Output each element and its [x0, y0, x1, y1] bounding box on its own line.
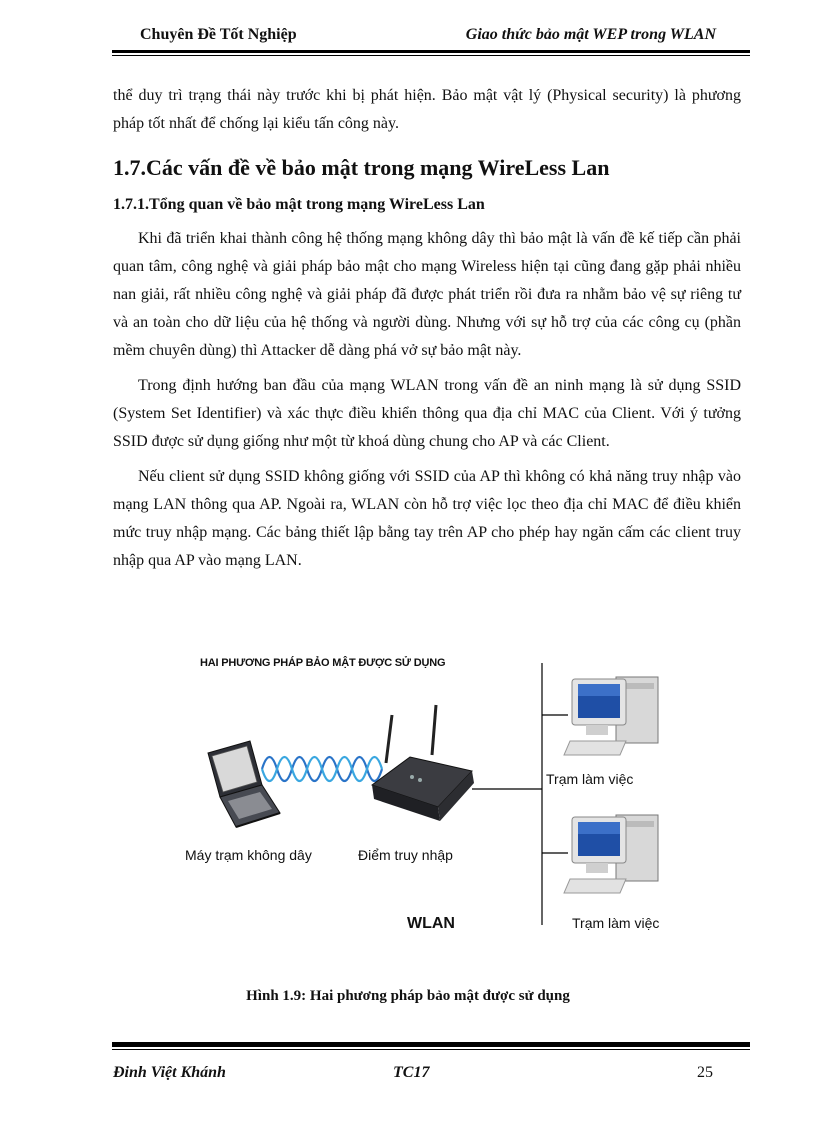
figure-caption: Hình 1.9: Hai phương pháp bảo mật được sử dụng [246, 988, 570, 1004]
footer-rule-thin [112, 1049, 750, 1050]
lan-backbone [472, 663, 568, 925]
paragraph-2: Trong định hướng ban đầu của mạng WLAN trong vấn đề an ninh mạng là sử dụng SSID (System Set Identifier) và xác thực điều khiển thông qua địa chỉ MAC của Client. Với ý tưởng SSID được sử dụng giống như một từ khoá dùng chung cho AP và các Client. [113, 377, 741, 450]
intro-paragraph: thể duy trì trạng thái này trước khi bị phát hiện. Bảo mật vật lý (Physical security) là phương pháp tốt nhất để chống lại kiểu tấn công này. [113, 87, 741, 132]
header-right-title: Giao thức bảo mật WEP trong WLAN [465, 26, 716, 43]
footer-rule [112, 1042, 750, 1047]
footer-author: Đinh Việt Khánh [113, 1064, 226, 1081]
document-body [113, 82, 741, 575]
header-rule [112, 50, 750, 56]
network-figure [150, 645, 690, 945]
page-header [112, 22, 750, 52]
figure-title: HAI PHƯƠNG PHÁP BẢO MẬT ĐƯỢC SỬ DỤNG [200, 657, 446, 669]
paragraph-3: Nếu client sử dụng SSID không giống với SSID của AP thì không có khả năng truy nhập vào mạng LAN thông qua AP. Ngoài ra, WLAN còn hỗ trợ việc lọc theo địa chỉ MAC để điều khiển mức truy nhập mạng. Các bảng thiết lập bằng tay trên AP cho phép hay ngăn cấm các client truy nhập qua AP vào mạng LAN. [113, 468, 741, 569]
paragraph-1: Khi đã triển khai thành công hệ thống mạng không dây thì bảo mật là vấn đề kế tiếp cần phải quan tâm, công nghệ và giải pháp bảo mật cho mạng Wireless hiện tại cũng đang gặp phải nhiều nan giải, rất nhiều công nghệ và giải pháp đã được phát triển rồi đưa ra nhằm bảo vệ sự riêng tư và an toàn cho dữ liệu của hệ thống và người dùng. Nhưng với sự hỗ trợ của các công cụ (phần mềm chuyên dùng) thì Attacker dễ dàng phá vở sự bảo mật này. [113, 230, 741, 359]
page-number: 25 [697, 1064, 713, 1081]
label-wireless-client: Máy trạm không dây [185, 847, 312, 863]
subsection-heading: 1.7.1.Tổng quan về bảo mật trong mạng WireLess Lan [113, 196, 485, 213]
access-point-icon [372, 705, 474, 821]
workstation-icon-2 [564, 815, 658, 893]
section-heading: 1.7.Các vấn đề về bảo mật trong mạng WireLess Lan [113, 155, 610, 180]
footer-class: TC17 [393, 1064, 430, 1081]
laptop-icon [208, 741, 280, 827]
label-workstation-2: Trạm làm việc [572, 915, 660, 931]
figure-diagram [150, 645, 690, 945]
label-workstation-1: Trạm làm việc [546, 771, 634, 787]
label-access-point: Điểm truy nhập [358, 847, 453, 863]
wireless-signal-icon [262, 757, 382, 781]
header-left-title: Chuyên Đề Tốt Nghiệp [140, 26, 297, 43]
label-wlan: WLAN [407, 915, 455, 932]
workstation-icon-1 [564, 677, 658, 755]
